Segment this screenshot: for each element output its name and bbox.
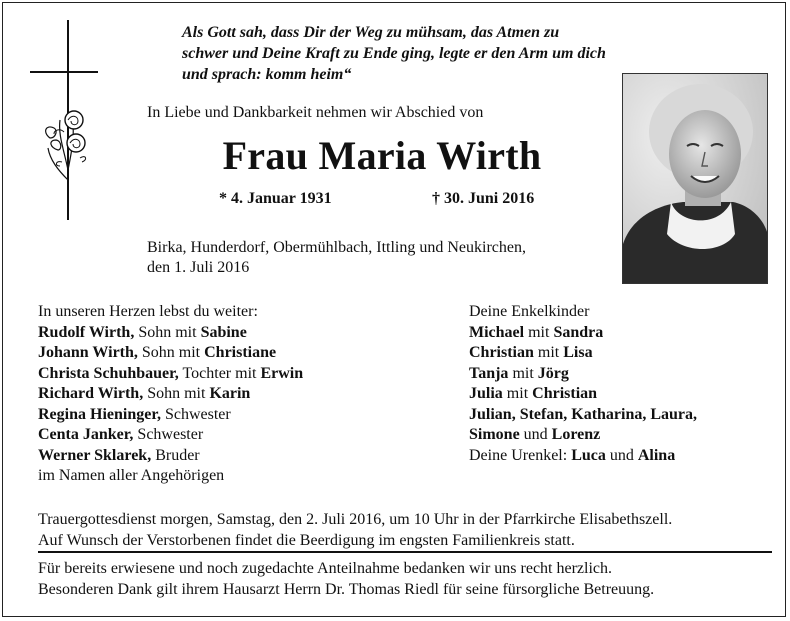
grandchildren-list — [469, 302, 697, 466]
great-grandchild-connector: und — [605, 446, 638, 464]
relative-partner: Christiane — [204, 344, 277, 361]
great-grandchild-name: Alina — [637, 446, 676, 464]
grandchildren-heading: Deine Enkelkinder — [469, 303, 590, 320]
grandchild-name: Tanja — [469, 364, 509, 382]
relative-row — [38, 343, 303, 364]
grandchild-name: Christian — [469, 344, 534, 361]
grandchild-partner: Christian — [532, 385, 598, 402]
grandchild-partner: Lorenz — [551, 426, 601, 443]
service-info — [38, 510, 672, 551]
relative-row — [38, 364, 303, 385]
grandchild-connector: mit — [533, 344, 564, 361]
grandchild-name: Julia — [469, 385, 503, 402]
relative-row — [38, 323, 303, 344]
grandchild-connector: mit — [508, 364, 538, 382]
relative-row — [38, 425, 303, 446]
relative-row — [38, 384, 303, 405]
quote-line: und sprach: komm heim“ — [182, 66, 352, 83]
relative-relation: Schwester — [133, 426, 204, 443]
relative-row — [38, 405, 303, 426]
relative-name: Centa Janker, — [38, 426, 134, 443]
relative-relation: Sohn mit — [143, 385, 210, 402]
relative-relation: Sohn mit — [134, 323, 201, 341]
relative-relation: Sohn mit — [137, 344, 205, 361]
grandchild-connector: mit — [502, 385, 533, 402]
relative-row — [38, 446, 303, 467]
grandchild-name: Simone — [469, 426, 520, 443]
grandchild-row — [469, 364, 697, 385]
portrait-photo — [622, 73, 768, 284]
birth-date: * 4. Januar 1931 — [219, 190, 332, 207]
grandchild-partner: Lisa — [563, 344, 593, 361]
grandchild-partner: Sandra — [553, 323, 604, 341]
relative-name: Werner Sklarek, — [38, 446, 152, 464]
grandchild-name: Julian, Stefan, Katharina, Laura, — [469, 405, 698, 423]
cross-with-roses-icon — [28, 20, 108, 220]
relative-relation: Schwester — [160, 405, 231, 423]
grandchild-name: Michael — [469, 323, 525, 341]
quote-line: schwer und Deine Kraft zu Ende ging, legte er den Arm um dich — [182, 45, 606, 62]
relative-name: Christa Schuhbauer, — [38, 364, 179, 382]
divider — [38, 551, 772, 553]
deceased-name: Frau Maria Wirth — [222, 133, 542, 178]
relative-name: Regina Hieninger, — [38, 405, 161, 423]
grandchild-row — [469, 384, 697, 405]
death-date: † 30. Juni 2016 — [432, 190, 535, 207]
thanks-line: Besonderen Dank gilt ihrem Hausarzt Herrn Dr. Thomas Riedl für seine fürsorgliche Betreuung. — [38, 580, 655, 598]
great-grandchild-name: Luca — [571, 446, 606, 464]
relatives-list — [38, 302, 303, 487]
relative-partner: Karin — [209, 385, 251, 402]
relatives-footer: im Namen aller Angehörigen — [38, 467, 225, 484]
memorial-quote — [182, 22, 622, 85]
date-line: den 1. Juli 2016 — [147, 259, 250, 276]
grandchild-row — [469, 323, 697, 344]
grandchild-connector: und — [519, 426, 552, 443]
grandchild-connector: mit — [524, 323, 554, 341]
farewell-intro: In Liebe und Dankbarkeit nehmen wir Abschied von — [147, 104, 484, 121]
relative-relation: Tochter mit — [178, 364, 261, 382]
relatives-heading: In unseren Herzen lebst du weiter: — [38, 303, 258, 320]
burial-line: Auf Wunsch der Verstorbenen findet die Beerdigung im engsten Familienkreis statt. — [38, 531, 575, 549]
relative-partner: Sabine — [200, 323, 247, 341]
relative-partner: Erwin — [260, 364, 304, 382]
relative-name: Richard Wirth, — [38, 385, 144, 402]
quote-line: Als Gott sah, dass Dir der Weg zu mühsam, das Atmen zu — [182, 24, 560, 41]
thanks-line: Für bereits erwiesene und noch zugedachte Anteilnahme bedanken wir uns recht herzlich. — [38, 560, 613, 577]
relative-relation: Bruder — [151, 446, 200, 464]
portrait-image — [623, 74, 768, 284]
thanks-note — [38, 559, 654, 600]
relative-name: Johann Wirth, — [38, 344, 138, 361]
place-and-date — [147, 238, 526, 278]
service-line: Trauergottesdienst morgen, Samstag, den 2. Juli 2016, um 10 Uhr in der Pfarrkirche Elisabethszell. — [38, 511, 673, 528]
great-grandchildren-label: Deine Urenkel: — [469, 446, 572, 464]
grandchild-row — [469, 405, 697, 426]
place-line: Birka, Hunderdorf, Obermühlbach, Ittling und Neukirchen, — [147, 239, 527, 256]
grandchild-row — [469, 343, 697, 364]
great-grandchildren-row — [469, 446, 697, 467]
relative-name: Rudolf Wirth, — [38, 323, 135, 341]
grandchild-row — [469, 425, 697, 446]
grandchild-partner: Jörg — [537, 364, 569, 382]
